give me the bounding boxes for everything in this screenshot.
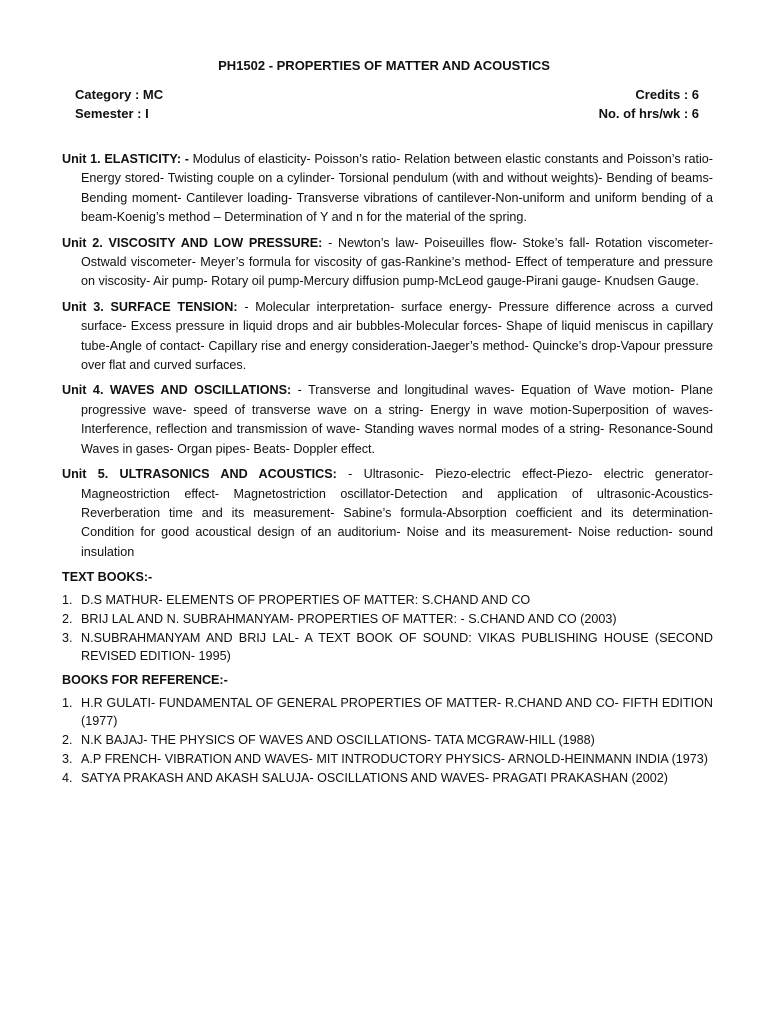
unit-2-text: - Newton’s law- Poiseuilles flow- Stoke’s fall- Rotation viscometer- Ostwald viscometer- Meyer’s formula for viscosity of gas-Rankine’s method- Effect of temperature and pressure on viscosity- Air pump- Rotary oil pump-Mercury diffusion pump-McLeod gauge-Pirani gauge- Knudsen Gauge.	[81, 235, 714, 289]
unit-3-label: Unit 3. SURFACE TENSION:	[62, 299, 238, 314]
semester-label: Semester : I	[75, 106, 149, 121]
list-item: 1. D.S MATHUR- ELEMENTS OF PROPERTIES OF MATTER: S.CHAND AND CO	[62, 593, 531, 608]
meta-row-2	[75, 106, 699, 121]
hours-label: No. of hrs/wk : 6	[598, 106, 699, 121]
unit-5-label: Unit 5. ULTRASONICS AND ACOUSTICS:	[62, 467, 337, 482]
page-title: PH1502 - PROPERTIES OF MATTER AND ACOUSTICS	[218, 58, 550, 73]
list-item: 4. SATYA PRAKASH AND AKASH SALUJA- OSCILLATIONS AND WAVES- PRAGATI PRAKASHAN (2002)	[62, 770, 668, 785]
category-label: Category : MC	[75, 87, 164, 102]
list-item: 2. BRIJ LAL AND N. SUBRAHMANYAM- PROPERTIES OF MATTER: - S.CHAND AND CO (2003)	[62, 611, 617, 626]
text-books-list	[62, 592, 713, 665]
unit-3-text: - Molecular interpretation- surface energy- Pressure difference across a curved surface- Excess pressure in liquid drops and air bubbles-Molecular forces- Shape of liquid meniscus in capillary tube-Angle of contact- Capillary rise and energy consideration-Jaeger’s method- Quincke’s drop-Vapour pressure over flat and curved surfaces.	[81, 299, 714, 373]
reference-books-list	[62, 695, 713, 787]
meta-row-1	[75, 87, 699, 102]
unit-4-label: Unit 4. WAVES AND OSCILLATIONS:	[62, 383, 292, 398]
unit-5	[62, 465, 713, 562]
list-item: 3. A.P FRENCH- VIBRATION AND WAVES- MIT INTRODUCTORY PHYSICS- ARNOLD-HEINMANN INDIA (1973)	[62, 751, 708, 766]
unit-3	[62, 298, 713, 376]
unit-1	[62, 150, 713, 228]
unit-1-label: Unit 1. ELASTICITY: -	[62, 152, 189, 166]
list-item: 3. N.SUBRAHMANYAM AND BRIJ LAL- A TEXT BOOK OF SOUND: VIKAS PUBLISHING HOUSE (SECOND REVISED EDITION- 1995)	[62, 630, 713, 663]
unit-2-label: Unit 2. VISCOSITY AND LOW PRESSURE:	[62, 235, 323, 250]
text-books-heading: TEXT BOOKS:-	[62, 570, 153, 585]
credits-label: Credits : 6	[635, 87, 699, 102]
unit-4-text: - Transverse and longitudinal waves- Equation of Wave motion- Plane progressive wave- speed of transverse wave on a string- Energy in wave motion-Superposition of waves- Interference, reflection and transmission of wave- Standing waves normal modes of a string- Resonance-Sound Waves in gases- Organ pipes- Beats- Doppler effect.	[81, 383, 714, 456]
unit-2	[62, 234, 713, 292]
list-item: 1. H.R GULATI- FUNDAMENTAL OF GENERAL PROPERTIES OF MATTER- R.CHAND AND CO- FIFTH EDITION (1977)	[62, 696, 713, 729]
unit-1-text: Modulus of elasticity- Poisson’s ratio- Relation between elastic constants and Poisson’s ratio-Energy stored- Twisting couple on a cylinder- Torsional pendulum (with and without weights)- Bending of beams- Bending moment- Cantilever loading- Transverse vibrations of cantilever-Non-uniform and uniform bending of a beam-Koenig’s method – Determination of Y and n for the material of the spring.	[81, 152, 713, 225]
list-item: 2. N.K BAJAJ- THE PHYSICS OF WAVES AND OSCILLATIONS- TATA MCGRAW-HILL (1988)	[62, 732, 595, 747]
reference-heading: BOOKS FOR REFERENCE:-	[62, 673, 228, 688]
unit-5-text: - Ultrasonic- Piezo-electric effect-Piezo- electric generator- Magneostriction effect- Magnetostriction oscillator-Detection and application of ultrasonic-Acoustics- Reverberation time and its measurement- Sabine’s formula-Absorption coefficient and its determination- Condition for good acoustical design of an auditorium- Noise and its measurement- Noise reduction- sound insulation	[81, 467, 714, 559]
syllabus-body	[62, 150, 713, 788]
unit-4	[62, 381, 713, 459]
